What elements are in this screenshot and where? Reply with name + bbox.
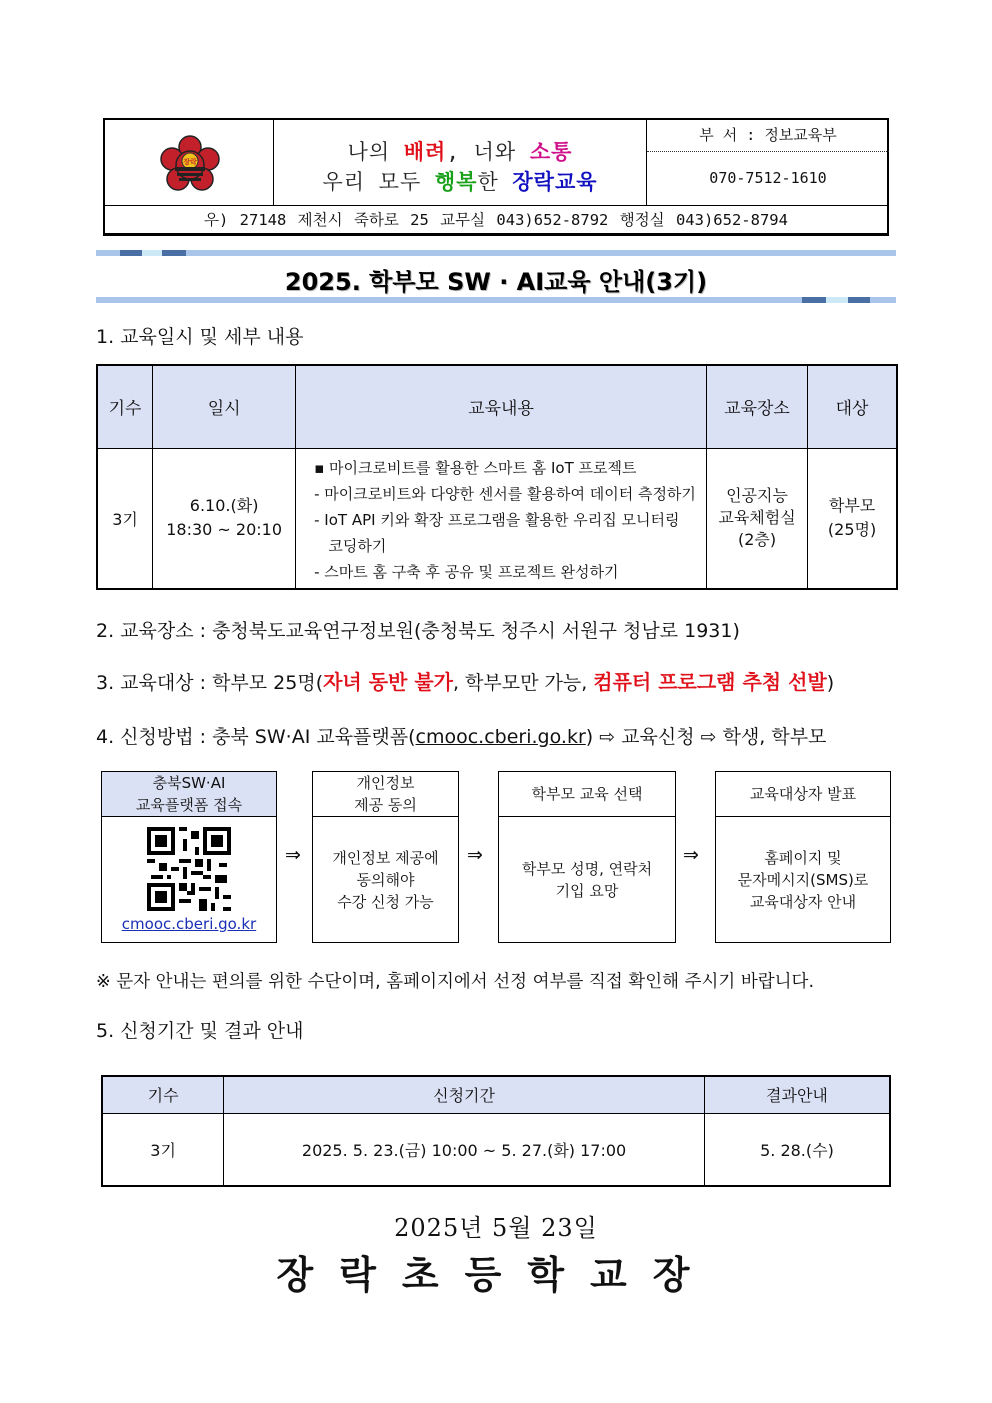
content-line: - IoT API 키와 확장 프로그램을 활용한 우리집 모니터링: [314, 510, 680, 529]
qr-code-icon[interactable]: [147, 827, 231, 911]
svg-text:장락: 장락: [183, 158, 197, 166]
flow-step-title: [102, 772, 276, 817]
col-header-result: 결과안내: [704, 1076, 890, 1113]
motto-text: 나의: [347, 140, 404, 164]
flow-step-title: [716, 772, 890, 817]
flow-step-body: [313, 817, 458, 942]
table-row: [102, 1113, 890, 1186]
principal-signature: 장락초등학교장: [276, 1252, 716, 1297]
motto-keyword-care: 배려: [403, 140, 447, 164]
flow-title-line: 교육플랫폼 접속: [135, 796, 243, 814]
flow-arrow-3: ⇒: [683, 844, 699, 866]
section-3-target: [96, 666, 834, 695]
school-address: 우) 27148 제천시 죽하로 25 교무실 043)652-8792 행정실 043)652-8794: [105, 205, 887, 234]
table-header-row: [97, 365, 897, 448]
band-block: [162, 250, 186, 256]
band-block: [826, 297, 848, 303]
platform-url-text[interactable]: cmooc.cberi.go.kr: [121, 915, 257, 933]
school-motto: [274, 120, 647, 205]
flow-body-line: 개인정보 제공에: [332, 848, 439, 867]
flow-body-line: 동의해야: [356, 870, 415, 889]
col-header-datetime: 일시: [153, 365, 296, 448]
flow-step-body: [499, 817, 675, 942]
band-block: [142, 250, 162, 256]
school-header: [103, 118, 889, 236]
phone-number: 070-7512-1610: [709, 169, 827, 187]
col-header-period: 신청기간: [224, 1076, 705, 1113]
platform-url-link[interactable]: [102, 915, 276, 933]
section-4-method: [96, 722, 826, 749]
col-header-target: 대상: [808, 365, 897, 448]
motto-keyword-communication: 소통: [529, 140, 573, 164]
place-line: (2층): [737, 530, 777, 550]
place-line: 교육체험실: [718, 508, 796, 528]
flow-title-line: 교육대상자 발표: [749, 785, 857, 803]
band-block: [802, 297, 826, 303]
motto-keyword-school: 장락교육: [512, 170, 598, 194]
cell-datetime: [153, 448, 296, 589]
flow-body-line: 홈페이지 및: [764, 848, 842, 867]
title-band-bottom: [96, 297, 896, 303]
cell-time: 18:30 ~ 20:10: [166, 520, 283, 540]
flow-arrow-1: ⇒: [285, 844, 301, 866]
target-text: , 학부모만 가능,: [452, 672, 594, 694]
flow-step-consent: [312, 771, 459, 943]
flow-step-platform: [101, 771, 277, 943]
schedule-table: [96, 364, 898, 590]
flow-body-line: 기입 요망: [555, 881, 619, 900]
flow-title-line: 개인정보: [356, 774, 415, 792]
section-1-heading: 1. 교육일시 및 세부 내용: [96, 326, 304, 348]
school-logo-cell: [105, 120, 274, 205]
col-header-content: 교육내용: [296, 365, 707, 448]
content-line: 코딩하기: [314, 536, 387, 555]
contact-info: [647, 120, 889, 205]
target-warning-lottery: 컴퓨터 프로그램 추첨 선발: [593, 670, 827, 694]
motto-text: , 너와: [446, 140, 530, 164]
flow-step-title: [313, 772, 458, 817]
motto-keyword-happiness: 행복: [434, 170, 478, 194]
method-text: ) ⇨ 교육신청 ⇨ 학생, 학부모: [585, 726, 827, 748]
cell-cohort: 3기: [97, 448, 153, 589]
place-line: 인공지능: [726, 486, 788, 506]
cell-cohort: 3기: [102, 1113, 224, 1186]
platform-link[interactable]: cmooc.cberi.go.kr: [415, 726, 586, 748]
motto-text: 우리 모두: [322, 170, 435, 194]
flow-body-line: 교육대상자 안내: [749, 892, 857, 911]
flow-step-announce: [715, 771, 891, 943]
col-header-place: 교육장소: [706, 365, 807, 448]
target-line: (25명): [827, 520, 877, 540]
col-header-cohort: 기수: [102, 1076, 224, 1113]
application-period-table: [101, 1075, 891, 1187]
flow-body-line: 학부모 성명, 연락처: [521, 859, 653, 878]
sms-note: ※ 문자 안내는 편의를 위한 수단이며, 홈페이지에서 선정 여부를 직접 확인해 주시기 바랍니다.: [96, 972, 815, 992]
band-block: [848, 297, 870, 303]
col-header-cohort: 기수: [97, 365, 153, 448]
target-warning-no-children: 자녀 동반 불가: [323, 670, 453, 694]
target-text: ): [826, 672, 835, 694]
table-row: [97, 448, 897, 589]
section-2-place: 2. 교육장소 : 충청북도교육연구정보원(충청북도 청주시 서원구 청남로 1931): [96, 620, 740, 642]
target-line: 학부모: [828, 496, 876, 516]
table-header-row: [102, 1076, 890, 1113]
content-line: - 마이크로비트와 다양한 센서를 활용하여 데이터 측정하기: [314, 484, 696, 503]
page-title: 2025. 학부모 SW · AI교육 안내(3기): [284, 268, 708, 296]
flow-title-line: 제공 동의: [354, 796, 417, 814]
band-block: [120, 250, 142, 256]
flow-arrow-2: ⇒: [467, 844, 483, 866]
flow-step-body: [716, 817, 890, 942]
section-5-heading: 5. 신청기간 및 결과 안내: [96, 1020, 304, 1042]
content-line: ▪ 마이크로비트를 활용한 스마트 홈 IoT 프로젝트: [314, 458, 637, 477]
flow-title-line: 충북SW·AI: [152, 774, 226, 792]
cell-content: [296, 448, 707, 589]
flow-title-line: 학부모 교육 선택: [531, 785, 643, 803]
flow-body-line: 문자메시지(SMS)로: [737, 870, 869, 889]
target-text: 3. 교육대상 : 학부모 25명(: [96, 672, 324, 694]
flow-body-line: 수강 신청 가능: [337, 892, 434, 911]
cell-date: 6.10.(화): [189, 496, 259, 516]
cell-target: [808, 448, 897, 589]
cell-place: [706, 448, 807, 589]
department: 부 서 : 정보교육부: [647, 120, 889, 152]
document-date: 2025년 5월 23일: [394, 1214, 598, 1242]
content-line: - 스마트 홈 구축 후 공유 및 프로젝트 완성하기: [314, 562, 619, 581]
motto-line-1: [274, 136, 646, 166]
flow-step-select: [498, 771, 676, 943]
cell-result: 5. 28.(수): [704, 1113, 890, 1186]
motto-line-2: [274, 166, 646, 196]
method-text: 4. 신청방법 : 충북 SW·AI 교육플랫폼(: [96, 726, 416, 748]
school-emblem-icon: [158, 133, 222, 197]
cell-period: 2025. 5. 23.(금) 10:00 ~ 5. 27.(화) 17:00: [224, 1113, 705, 1186]
motto-text: 한: [477, 170, 513, 194]
flow-step-title: [499, 772, 675, 817]
title-band-top: [96, 250, 896, 256]
